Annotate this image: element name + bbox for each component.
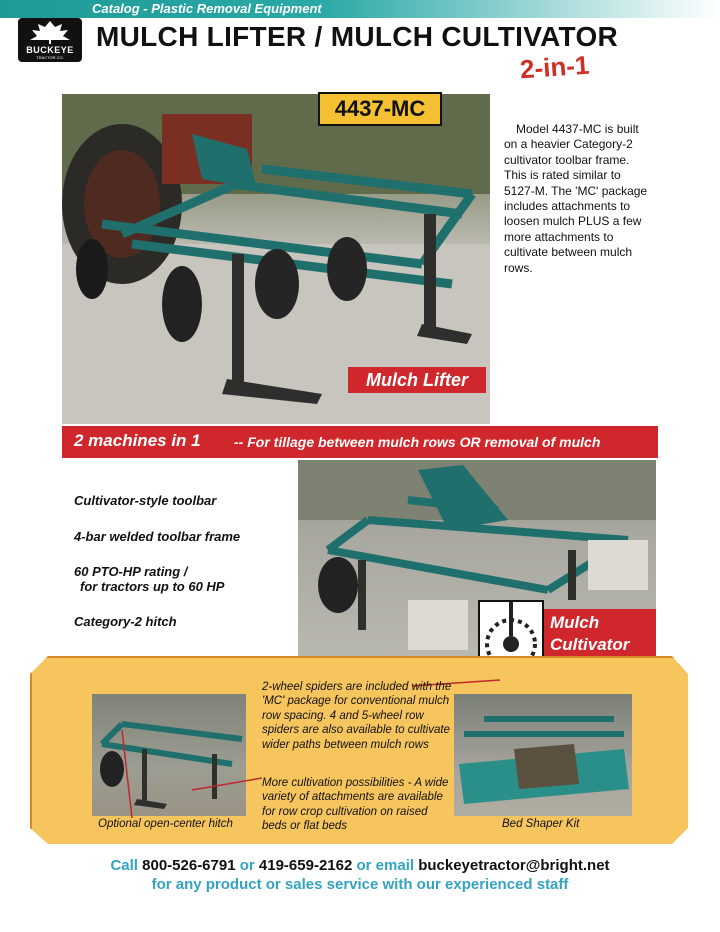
call-word: Call xyxy=(110,857,138,874)
phone-2[interactable]: 419-659-2162 xyxy=(258,857,353,874)
cultivator-label-line1: Mulch xyxy=(550,613,600,632)
logo-subword: TRACTOR CO. xyxy=(36,55,64,60)
banner-detail: -- For tillage between mulch rows OR removal of mulch xyxy=(234,434,601,450)
cultivator-label-line2: Cultivator xyxy=(550,635,630,654)
open-center-hitch-caption: Optional open-center hitch xyxy=(98,818,233,830)
page-title: MULCH LIFTER / MULCH CULTIVATOR xyxy=(96,21,619,52)
feature-item: Category-2 hitch xyxy=(74,614,177,629)
contact-tagline: for any product or sales service with our experienced staff xyxy=(151,876,569,893)
or-word: or xyxy=(239,857,255,874)
page-subtitle: 2-in-1 xyxy=(519,49,591,85)
banner-headline: 2 machines in 1 xyxy=(74,431,201,450)
mulch-lifter-label: Mulch Lifter xyxy=(348,367,486,393)
logo-word: BUCKEYE xyxy=(26,45,74,55)
cultivation-possibilities-note: More cultivation possibilities - A wide variety of attachments are available for row crop cultivation on raised beds or flat beds xyxy=(262,777,449,833)
spider-wheels-note: 2-wheel spiders are included with the 'MC' package for conventional mulch row spacing. 4 and 5-wheel row spiders are also available to cultivate wider paths between mulch rows xyxy=(262,681,452,751)
feature-item: 60 PTO-HP rating / xyxy=(74,564,188,579)
bed-shaper-caption: Bed Shaper Kit xyxy=(502,818,580,830)
model-tag: 4437-MC xyxy=(318,92,442,126)
feature-item: 4-bar welded toolbar frame xyxy=(74,529,241,544)
catalog-label: Catalog - Plastic Removal Equipment xyxy=(92,1,322,16)
model-description: Model 4437-MC is built on a heavier Category-2 cultivator toolbar frame. This is rated similar to 5127-M. The 'MC' package includes attachments to loosen mulch PLUS a few more attachments to cultivate between mulch rows. xyxy=(504,122,648,275)
feature-item: for tractors up to 60 HP xyxy=(80,579,225,594)
email-link[interactable]: buckeyetractor@bright.net xyxy=(418,857,610,874)
phone-1[interactable]: 800-526-6791 xyxy=(142,857,236,874)
feature-item: Cultivator-style toolbar xyxy=(74,493,217,508)
contact-line xyxy=(0,857,720,874)
or-email-word: or email xyxy=(356,857,415,874)
